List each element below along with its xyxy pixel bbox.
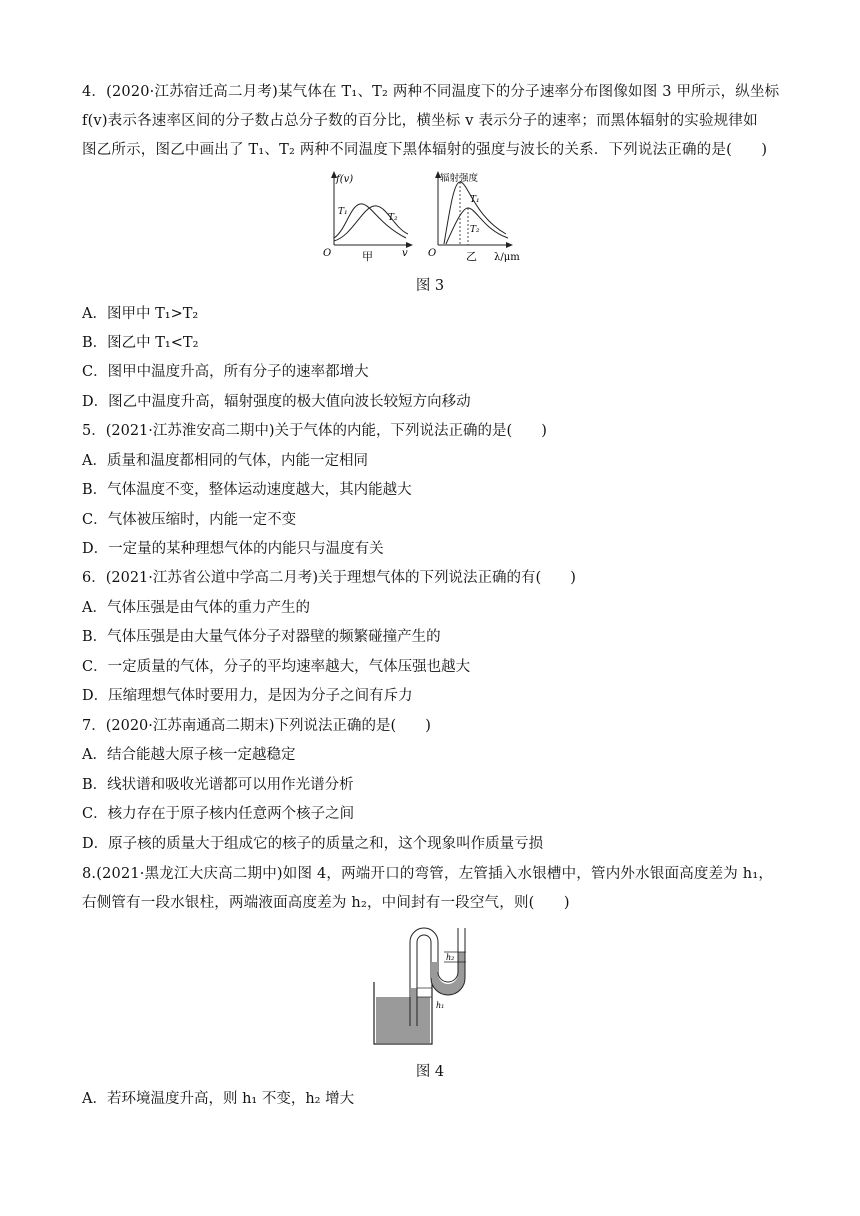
q8-stem-line-1: 8.(2021·黑龙江大庆高二期中)如图 4，两端开口的弯管，左管插入水银槽中，管内外水银面高度差为 h₁， xyxy=(82,866,774,882)
q6-option-b: B．气体压强是由大量气体分子对器壁的频繁碰撞产生的 xyxy=(82,629,441,645)
yi-t1-label: T₁ xyxy=(470,195,480,205)
q5-stem: 5．(2021·江苏淮安高二期中)关于气体的内能，下列说法正确的是( ) xyxy=(82,423,547,439)
figure-3-caption: 图 3 xyxy=(415,278,445,294)
q7-option-a: A．结合能越大原子核一定越稳定 xyxy=(82,747,296,763)
q4-option-c: C．图甲中温度升高，所有分子的速率都增大 xyxy=(82,364,369,380)
figure-4 xyxy=(370,922,500,1050)
q7-option-b: B．线状谱和吸收光谱都可以用作光谱分析 xyxy=(82,777,354,793)
q5-option-c: C．气体被压缩时，内能一定不变 xyxy=(82,512,297,528)
q7-option-c: C．核力存在于原子核内任意两个核子之间 xyxy=(82,806,355,822)
q4-option-a: A．图甲中 T₁>T₂ xyxy=(82,306,199,322)
jia-t2-label: T₂ xyxy=(388,213,398,223)
q4-stem-line-1: 4．(2020·江苏宿迁高二月考)某气体在 T₁、T₂ 两种不同温度下的分子速率分布图像如图 3 甲所示，纵坐标 xyxy=(82,84,780,100)
jia-y-label: f(v) xyxy=(336,174,354,185)
figure-3-jia xyxy=(318,168,418,264)
h1-label: h₁ xyxy=(436,1001,445,1010)
jia-origin: O xyxy=(323,248,332,259)
yi-label: 乙 xyxy=(466,250,477,263)
q8-stem-line-2: 右侧管有一段水银柱，两端液面高度差为 h₂，中间封有一段空气，则( ) xyxy=(82,895,570,911)
jia-x-label: v xyxy=(402,248,408,259)
q5-option-a: A．质量和温度都相同的气体，内能一定相同 xyxy=(82,453,368,469)
q6-option-c: C．一定质量的气体，分子的平均速率越大，气体压强也越大 xyxy=(82,659,471,675)
q8-option-a: A．若环境温度升高，则 h₁ 不变，h₂ 增大 xyxy=(82,1091,355,1107)
mercury-in-trough xyxy=(376,997,430,1043)
jia-t1-label: T₁ xyxy=(338,207,348,217)
q5-option-d: D．一定量的某种理想气体的内能只与温度有关 xyxy=(82,541,384,557)
q7-option-d: D．原子核的质量大于组成它的核子的质量之和，这个现象叫作质量亏损 xyxy=(82,836,544,852)
u-bend-inner xyxy=(438,972,458,982)
q6-option-d: D．压缩理想气体时要用力，是因为分子之间有斥力 xyxy=(82,688,413,704)
figure-4-caption: 图 4 xyxy=(415,1064,445,1080)
yi-x-label: λ/μm xyxy=(494,252,520,263)
q5-option-b: B．气体温度不变，整体运动速度越大，其内能越大 xyxy=(82,482,412,498)
left-tube-mercury xyxy=(411,988,417,1026)
q7-stem: 7．(2020·江苏南通高二期末)下列说法正确的是( ) xyxy=(82,718,431,734)
figure-3-yi xyxy=(426,168,540,264)
top-bend-inner xyxy=(417,935,431,942)
q4-option-b: B．图乙中 T₁<T₂ xyxy=(82,335,199,351)
q6-option-a: A．气体压强是由气体的重力产生的 xyxy=(82,600,310,616)
jia-label: 甲 xyxy=(362,250,373,263)
h2-label: h₂ xyxy=(446,953,455,962)
yi-y-label: 辐射强度 xyxy=(440,173,479,184)
q4-option-d: D．图乙中温度升高，辐射强度的极大值向波长较短方向移动 xyxy=(82,394,471,410)
q4-stem-line-3: 图乙所示，图乙中画出了 T₁、T₂ 两种不同温度下黑体辐射的强度与波长的关系．下列说法正确的是( ) xyxy=(82,142,768,158)
yi-origin: O xyxy=(428,248,437,259)
q4-stem-line-2: f(v)表示各速率区间的分子数占总分子数的百分比，横坐标 v 表示分子的速率；而黑体辐射的实验规律如 xyxy=(82,113,758,129)
yi-t2-label: T₂ xyxy=(470,225,480,235)
yi-x-arrow xyxy=(506,242,513,248)
q6-stem: 6．(2021·江苏省公道中学高二月考)关于理想气体的下列说法正确的有( ) xyxy=(82,570,576,586)
